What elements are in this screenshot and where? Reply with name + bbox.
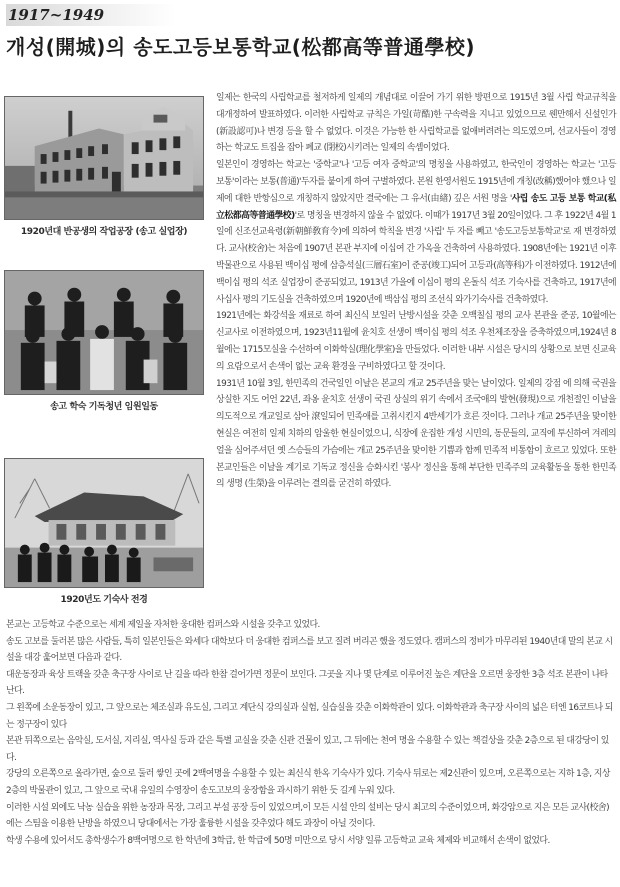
photo-caption: 1920년도 기숙사 전경 bbox=[60, 595, 148, 605]
photo-block-factory bbox=[4, 96, 204, 237]
group-portrait-photo bbox=[4, 270, 204, 395]
right-column-text bbox=[216, 90, 616, 493]
paragraph-text: '로 명칭을 변경하지 않을 수 없었다. 이때가 1917년 3월 20일이었다. 그 후 1922년 4월 1일에 신조선교육령(新朝鮮敎育令)에 의하여 학칙을 변경 '사립' 두 자를 빼고 '송도고등보통학교'로 재 변경하였다. 교사(校舍)는 처음에 1907년 본관 부지에 이십여 간 가옥을 건축하여 사용하였다. 1908년에는 1921년 이후 박물관으로 사용된 백이십 평에 삼층석실(三層石室)이 준공(竣工)되어 고등과(高等科)가 이전하였다. 1912년에 백이십 평의 석조 실업장이 준공되었고, 1913년 가을에 이십이 평의 온돌식 석조 기숙사를 건축하고, 1917년에 사십사 평의 기도실을 건축하였으며 1920년에 백삼십 평의 조선식 와가기숙사를 건축하였다. bbox=[216, 210, 616, 305]
paragraph: 대운동장과 육상 트랙을 갖춘 축구장 사이로 난 길을 따라 한참 걸어가면 정문이 보인다. 그곳을 지나 몇 단계로 이루어진 높은 계단을 오르면 웅장한 3층 석조 본관이 나타난다. bbox=[6, 669, 608, 697]
photo-block-portrait bbox=[4, 270, 204, 412]
paragraph: 이러한 시설 외에도 낙농 실습을 위한 농장과 목장, 그리고 부설 공장 등이 있었으며,이 모든 시설 안의 설비는 당시 최고의 수준이었으며, 화강암으로 지은 모든 교사(校舍)에는 스팀을 이용한 난방을 하였으니 당대에서는 가장 훌륭한 시설을 갖추었다 해도 과장이 아닐 것이다. bbox=[6, 802, 610, 830]
photo-caption: 송고 학숙 기독청년 임원일동 bbox=[50, 402, 158, 412]
paragraph-text: 일본인이 경영하는 학교는 '중학교'나 '고등 여자 중학교'의 명칭을 사용하였고, 한국인이 경영하는 학교는 '고등보통'이라는 보통(普通)'두자를 붙이게 하여 구별하였다. 본원 한영서원도 1915년에 개칭(改稱)했어야 했으나 일제에 대한 반항심으로 개칭하지 않았지만 결국에는 그 유서(由緖) 깊은 서원 명을 ' bbox=[216, 160, 616, 204]
paragraph: 본관 뒤쪽으로는 음악실, 도서실, 지리실, 역사실 등과 같은 특별 교실을 갖춘 신관 건물이 있고, 그 뒤에는 천여 명을 수용할 수 있는 책걸상을 갖춘 2층으로 된 대강당이 있다. bbox=[6, 736, 609, 763]
dormitory-photo bbox=[4, 458, 204, 588]
era-heading: 1917~1949 bbox=[6, 4, 176, 26]
page-title: 개성(開城)의 송도고등보통학교(松都高等普通學校) bbox=[6, 35, 476, 59]
paragraph: 1931년 10월 3일, 한민족의 건국일인 이날은 본교의 개교 25주년을 맞는 날이었다. 일제의 강점 에 의해 국권을 상실한 지도 어언 22년, 좌옹 윤치호 선생이 국권 상실의 위기 속에서 조국애의 발현(發現)으로 개천절인 이날을 의도적으로 개교일로 삼아 滾일되어 민족애를 고취시킨지 4반세기가 흐른 것이다. 그러나 개교 25주년을 맞이한 현실은 여전히 일제 치하의 암울한 현실이었으니, 식장에 운집한 개성 시민의, 동문들의, 교직에 투신하여 겨레의 얼을 심어주셔던 옛 스승들의 가슴에는 개교 25주년을 맞이한 기쁨과 함께 민족적 비통함이 흐르고 있었다. 또한 본교인들은 이날을 계기로 기독교 정신을 승화시킨 '봉사' 정신을 통해 부단한 민족주의 교육활동을 통한 한민족의 생명 (生榮)을 이루려는 결의를 굳건히 하였다. bbox=[216, 378, 616, 490]
school-name-highlight: 사립 송도 고등 보통 학교(私立松都高等普通學校) bbox=[216, 193, 616, 221]
factory-photo bbox=[4, 96, 204, 220]
paragraph: 그 왼쪽에 소운동장이 있고, 그 앞으로는 체조실과 유도실, 그리고 계단식 강의실과 실험, 실습실을 갖춘 이화학관이 있다. 이화학관과 축구장 사이의 넓은 터엔 16코트나 되는 정구장이 있다 bbox=[6, 702, 613, 730]
paragraph: 강당의 오른쪽으로 올라가면, 숲으로 둘러 쌓인 곳에 2백여명을 수용할 수 있는 최신식 한옥 기숙사가 있다. 기숙사 뒤로는 제2신관이 있으며, 오른쪽으로는 지하 1층, 지상 2층의 박물관이 있고, 그 앞으로 국내 유일의 수영장이 송도고보의 웅장함을 과시하기 위한 듯 길게 누워 있다. bbox=[6, 769, 610, 796]
photo-caption: 1920년대 반공생의 작업공장 (송고 실업장) bbox=[20, 227, 188, 237]
paragraph: 학생 수용에 있어서도 총학생수가 8백여명으로 한 학년에 3학급, 한 학급에 50명 미만으로 당시 서양 일류 고등학교 교육 체제와 비교해서 손색이 없었다. bbox=[6, 835, 550, 846]
bottom-text bbox=[6, 617, 614, 849]
paragraph: 송도 고보를 둘러본 많은 사람들, 특히 일본인들은 와세다 대학보다 더 웅대한 컴퍼스를 보고 질려 버리곤 했을 정도였다. 캠퍼스의 정비가 마무리된 1940년대 말의 본교 시설을 대강 훑어보면 다음과 같다. bbox=[6, 636, 613, 664]
paragraph bbox=[216, 157, 616, 308]
paragraph: 일제는 한국의 사립학교를 철저하게 일제의 개념대로 이끌어 가기 위한 방편으로 1915년 3월 사립 학교규칙을 대개정하여 발표하였다. 이러한 사립학교 규칙은 가일(苛酷)한 구속력을 지니고 있었으므로 웬만해서 신설인가(新設認可)나 변경 등을 할 수 없었다. 이것은 가능한 한 사립학교를 없애버려려는 의도였으며, 선교사들이 경영하는 학교도 트집을 잡아 폐교 (閉校)시키려는 일제의 속셈이었다. bbox=[216, 93, 616, 154]
paragraph: 본교는 고등학교 수준으로는 세계 제일을 자처한 웅대한 컴퍼스와 시설을 갖추고 있었다. bbox=[6, 620, 320, 630]
photo-block-dormitory bbox=[4, 458, 204, 605]
paragraph: 1921년에는 화강석을 재료로 하여 최신식 보일러 난방시설을 갖춘 오백칠십 평의 교사 본관을 준공, 10월에는 신교사로 이전하였으며, 1923년11월에 윤치호 선생이 백이십 평의 석조 우천체조장을 증축하였으며,1924년 8월에는 1715모실을 수선하여 이화학실(理化學室)을 만들었다. 이러한 내부 시설은 당시의 상황으로 보면 신교육의 요람으로서 손색이 없는 교육 환경을 구비하였다고 할 것이다. bbox=[216, 311, 616, 372]
